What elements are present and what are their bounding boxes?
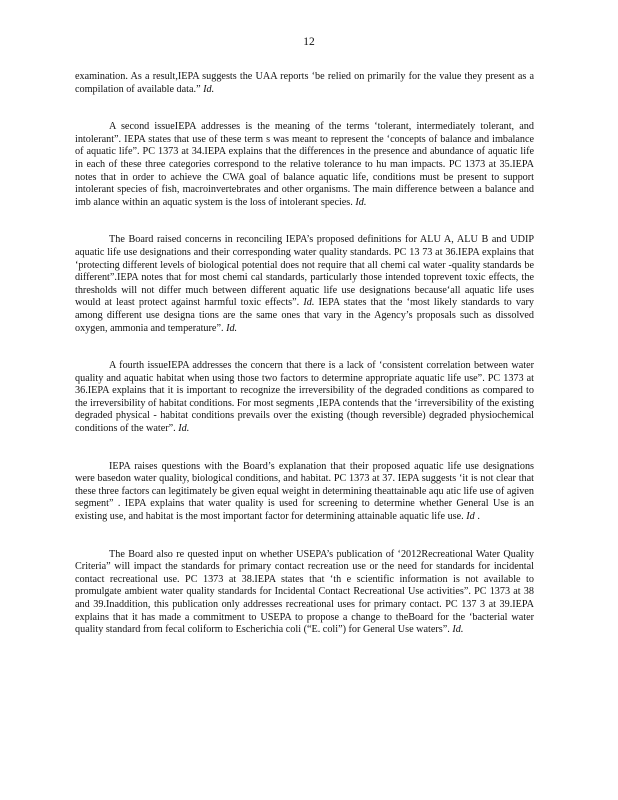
citation-id: Id. [355,196,367,208]
citation-id: Id. [452,624,464,636]
paragraph-5-text: IEPA raises questions with the Board’s explanation that their proposed aquatic life use designations were basedon water quality, biological conditions, and habitat. PC 1373 at 37. IEPA suggests ‘it is not clear that these three factors can legitimately be given equal weight in determining theattainable aqu atic life use of agiven segment” . IEPA explains that water quality is used for screening to determine whether General Use is an existing use, and habitat is the most important factor for determining attainable aquatic life use. [75,460,534,523]
citation-id: Id. [178,423,190,435]
paragraph-1-text: examination. As a result,IEPA suggests the UAA reports ‘be relied on primarily for the value they present as a compilation of available data.” [75,71,534,95]
paragraph-3-tail: IEPA states that the ‘most likely standards to vary among different use designa tions are the same ones that vary in the Agency’s proposals such as dissolved oxygen, ammonia and temperature”. [75,297,535,334]
document-body [75,71,534,662]
paragraph-2 [75,121,534,209]
citation-id: Id. [226,322,238,334]
citation-id: Id. [303,297,315,309]
paragraph-6-text: The Board also re quested input on whether USEPA’s publication of ‘2012Recreational Water Quality Criteria” will impact the standards for primary contact recreation use or the need for standards for incidental contact recreational use. PC 1373 at 38.IEPA states that ‘th e scientific information is not available to promulgate ambient water quality standards for Incidental Contact Recreational Use activities”. PC 1373 at 38 and 39.Inaddition, this publication only addresses recreational uses for primary contact. PC 137 3 at 39.IEPA explains that it has made a commitment to USEPA to propose a change to theBoard for the ‘bacterial water quality standard from fecal coliform to Escherichia coli (“E. coli”) for General Use waters”. [75,548,534,636]
paragraph-1 [75,71,534,96]
paragraph-4 [75,360,534,436]
paragraph-2-text: A second issueIEPA addresses is the meaning of the terms ‘tolerant, intermediately tolerant, and intolerant”. IEPA states that use of these term s was meant to represent the ‘concepts of balance and imbalance of aquatic life”. PC 1373 at 34.IEPA explains that the differences in the presence and abundance of aquatic life in each of these three categories correspond to the relative tolerance to hu man impacts. PC 1373 at 35.IEPA notes that in order to achieve the CWA goal of balance aquatic life, conditions must be present to support intolerant species of fish, macroinvertebrates and other organisms. The main difference between a balance and imb alance within an aquatic system is the loss of intolerant species. [75,121,534,208]
citation-id: Id [466,511,475,523]
paragraph-5: IEPA raises questions with the Board’s explanation that their proposed aquatic life use designations were basedon water quality, biological conditions, and habitat. PC 1373 at 37. IEPA suggests ‘it is not clear that these three factors can legitimately be given equal weight in determining theattainable aqu atic life use of agiven segment” . IEPA explains that water quality is used for screening to determine whether General Use is an existing use, and habitat is the most important factor for determining attainable aquatic life use. Id . [75,460,534,523]
citation-id: Id. [203,83,215,95]
paragraph-3 [75,234,534,335]
paragraph-3-text: The Board raised concerns in reconciling IEPA’s proposed definitions for ALU A, ALU B and UDIP aquatic life use designations and their corresponding water quality standards. PC 13 73 at 36.IEPA explains that ‘protecting different levels of biological potential does not require that all chemi cal water -quality standards be different”.IEPA notes that for most chemi cal standards, particularly those intended toprevent toxic effects, the thresholds will not differ much between different aquatic life use designations because‘all aquatic life uses would at least protect against harmful toxic effects”. [75,234,534,309]
paragraph-6 [75,549,534,637]
paragraph-4-text: A fourth issueIEPA addresses the concern that there is a lack of ‘consistent correlation between water quality and aquatic habitat when using those two factors to determine appropriate aquatic life use”. PC 1373 at 36.IEPA explains that it is important to recognize the irreversibility of the degraded conditions as compared to the irreversibility of habitat conditions. For most segments ,IEPA contends that the ‘irreversibility of the existing degraded physical - habitat conditions prevails over the existing (though reversible) degraded physiochemical conditions of the water”. [75,360,534,435]
page-number: 12 [303,36,315,48]
